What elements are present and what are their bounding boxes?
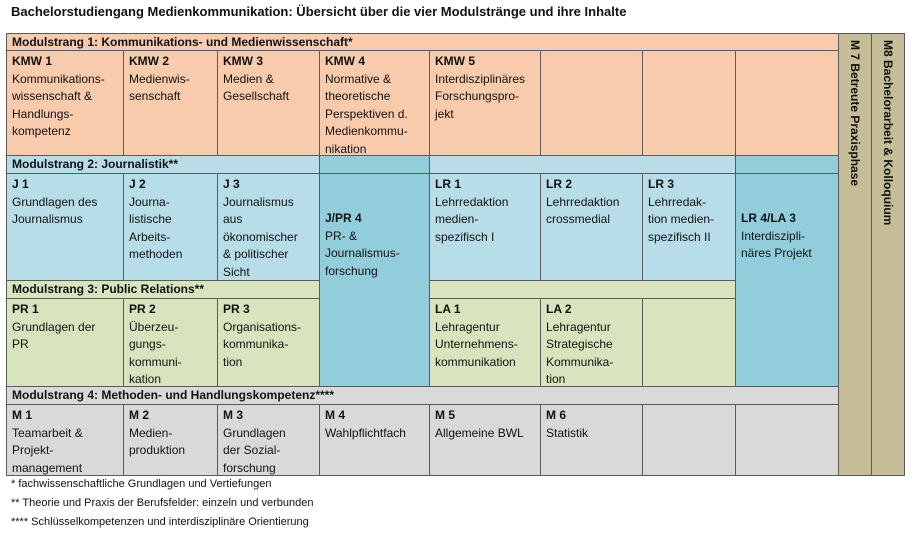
module-m8-column (871, 33, 905, 476)
module-la1 (429, 298, 541, 387)
empty-cell (735, 155, 839, 174)
strand-2-header: Modulstrang 2: Journalistik** (6, 155, 320, 174)
module-pr1 (6, 298, 124, 387)
module-code: M 3 (223, 408, 244, 422)
module-code: LR 3 (648, 177, 675, 191)
module-code: M 6 (546, 408, 567, 422)
module-code: KMW 3 (223, 54, 263, 68)
module-title: Medien- produktion (129, 425, 186, 457)
module-title: Organisations- kommunika- tion (223, 319, 302, 369)
footnote-2: ** Theorie und Praxis der Berufsfelder: einzeln und verbunden (11, 497, 314, 509)
module-title: Teamarbeit & Projekt- management (12, 425, 83, 475)
module-code: J 1 (12, 177, 29, 191)
module-title: Lehragentur Unternehmens- kommunikation (435, 319, 518, 369)
module-title: Kommunikations- wissenschaft & Handlungs- kompetenz (12, 71, 105, 138)
module-title: Medienwis- senschaft (129, 71, 190, 103)
module-title: Wahlpflichtfach (325, 425, 406, 440)
module-kmw3 (217, 50, 320, 156)
module-code: KMW 2 (129, 54, 169, 68)
module-title: Grundlagen der Sozial- forschung (223, 425, 286, 475)
empty-cell (540, 50, 643, 156)
module-title: Statistik (546, 425, 589, 440)
module-code: LR 4/LA 3 (741, 211, 796, 225)
module-title: PR- & Journalismus- forschung (325, 228, 400, 278)
module-la2 (540, 298, 643, 387)
module-title: Journa- listische Arbeits- methoden (129, 194, 183, 261)
module-code: J 2 (129, 177, 146, 191)
module-pr3 (217, 298, 320, 387)
empty-cell (735, 50, 839, 156)
module-title: Überzeu- gungs- kommuni- kation (129, 319, 182, 386)
module-title: Allgemeine BWL (435, 425, 524, 440)
module-jpr4 (319, 173, 430, 387)
empty-cell (642, 404, 736, 476)
page-title: Bachelorstudiengang Medienkommunikation: Übersicht über die vier Modulstränge und ihre Inhalte (11, 4, 627, 19)
module-kmw4 (319, 50, 430, 156)
empty-cell (642, 298, 736, 387)
empty-cell (429, 155, 736, 174)
module-code: KMW 4 (325, 54, 365, 68)
module-title: Lehrredaktion medien- spezifisch I (435, 194, 509, 244)
module-j3 (217, 173, 320, 281)
module-title: Normative & theoretische Perspektiven d. Medienkommu- nikation (325, 71, 408, 156)
module-m1 (6, 404, 124, 476)
module-code: LR 1 (435, 177, 462, 191)
module-lr3 (642, 173, 736, 281)
empty-cell (429, 280, 736, 299)
module-title: Journalismus aus ökonomischer & politischer Sicht (223, 194, 298, 279)
strand-3-header: Modulstrang 3: Public Relations** (6, 280, 320, 299)
module-kmw2 (123, 50, 218, 156)
module-m3 (217, 404, 320, 476)
module-j1 (6, 173, 124, 281)
module-code: LA 2 (546, 302, 572, 316)
module-title: Lehrredaktion crossmedial (546, 194, 620, 226)
module-code: J/PR 4 (325, 211, 362, 225)
module-code: LR 2 (546, 177, 573, 191)
module-pr2 (123, 298, 218, 387)
module-m2 (123, 404, 218, 476)
module-lr2 (540, 173, 643, 281)
module-code: KMW 1 (12, 54, 52, 68)
module-code: J 3 (223, 177, 240, 191)
empty-cell (735, 404, 839, 476)
module-title: Interdisziplinäres Forschungspro- jekt (435, 71, 526, 121)
module-kmw1 (6, 50, 124, 156)
module-lr4-la3 (735, 173, 839, 387)
module-code: KMW 5 (435, 54, 475, 68)
strand-4-header: Modulstrang 4: Methoden- und Handlungskompetenz**** (6, 386, 839, 405)
module-m7-label: M 7 Betreute Praxisphase (848, 40, 862, 187)
module-m5 (429, 404, 541, 476)
module-m8-label: M8 Bachelorarbeit & Kolloquium (881, 40, 895, 226)
module-code: M 2 (129, 408, 150, 422)
module-title: Lehrredak- tion medien- spezifisch II (648, 194, 715, 244)
module-lr1 (429, 173, 541, 281)
empty-cell (642, 50, 736, 156)
module-kmw5 (429, 50, 541, 156)
module-code: M 4 (325, 408, 346, 422)
module-code: LA 1 (435, 302, 461, 316)
module-title: Grundlagen der PR (12, 319, 96, 351)
module-j2 (123, 173, 218, 281)
module-title: Lehragentur Strategische Kommunika- tion (546, 319, 614, 386)
module-title: Interdiszipli- näres Projekt (741, 228, 812, 260)
strand-1-header: Modulstrang 1: Kommunikations- und Medienwissenschaft* (6, 33, 839, 51)
module-m6 (540, 404, 643, 476)
module-m4 (319, 404, 430, 476)
module-m7-column (838, 33, 872, 476)
module-code: PR 3 (223, 302, 250, 316)
module-code: M 5 (435, 408, 456, 422)
module-title: Medien & Gesellschaft (223, 71, 290, 103)
footnote-3: **** Schlüsselkompetenzen und interdisziplinäre Orientierung (11, 516, 309, 528)
empty-cell (319, 155, 430, 174)
module-title: Grundlagen des Journalismus (12, 194, 98, 226)
module-code: PR 2 (129, 302, 156, 316)
footnote-1: * fachwissenschaftliche Grundlagen und Vertiefungen (11, 478, 272, 490)
module-code: M 1 (12, 408, 33, 422)
module-code: PR 1 (12, 302, 39, 316)
